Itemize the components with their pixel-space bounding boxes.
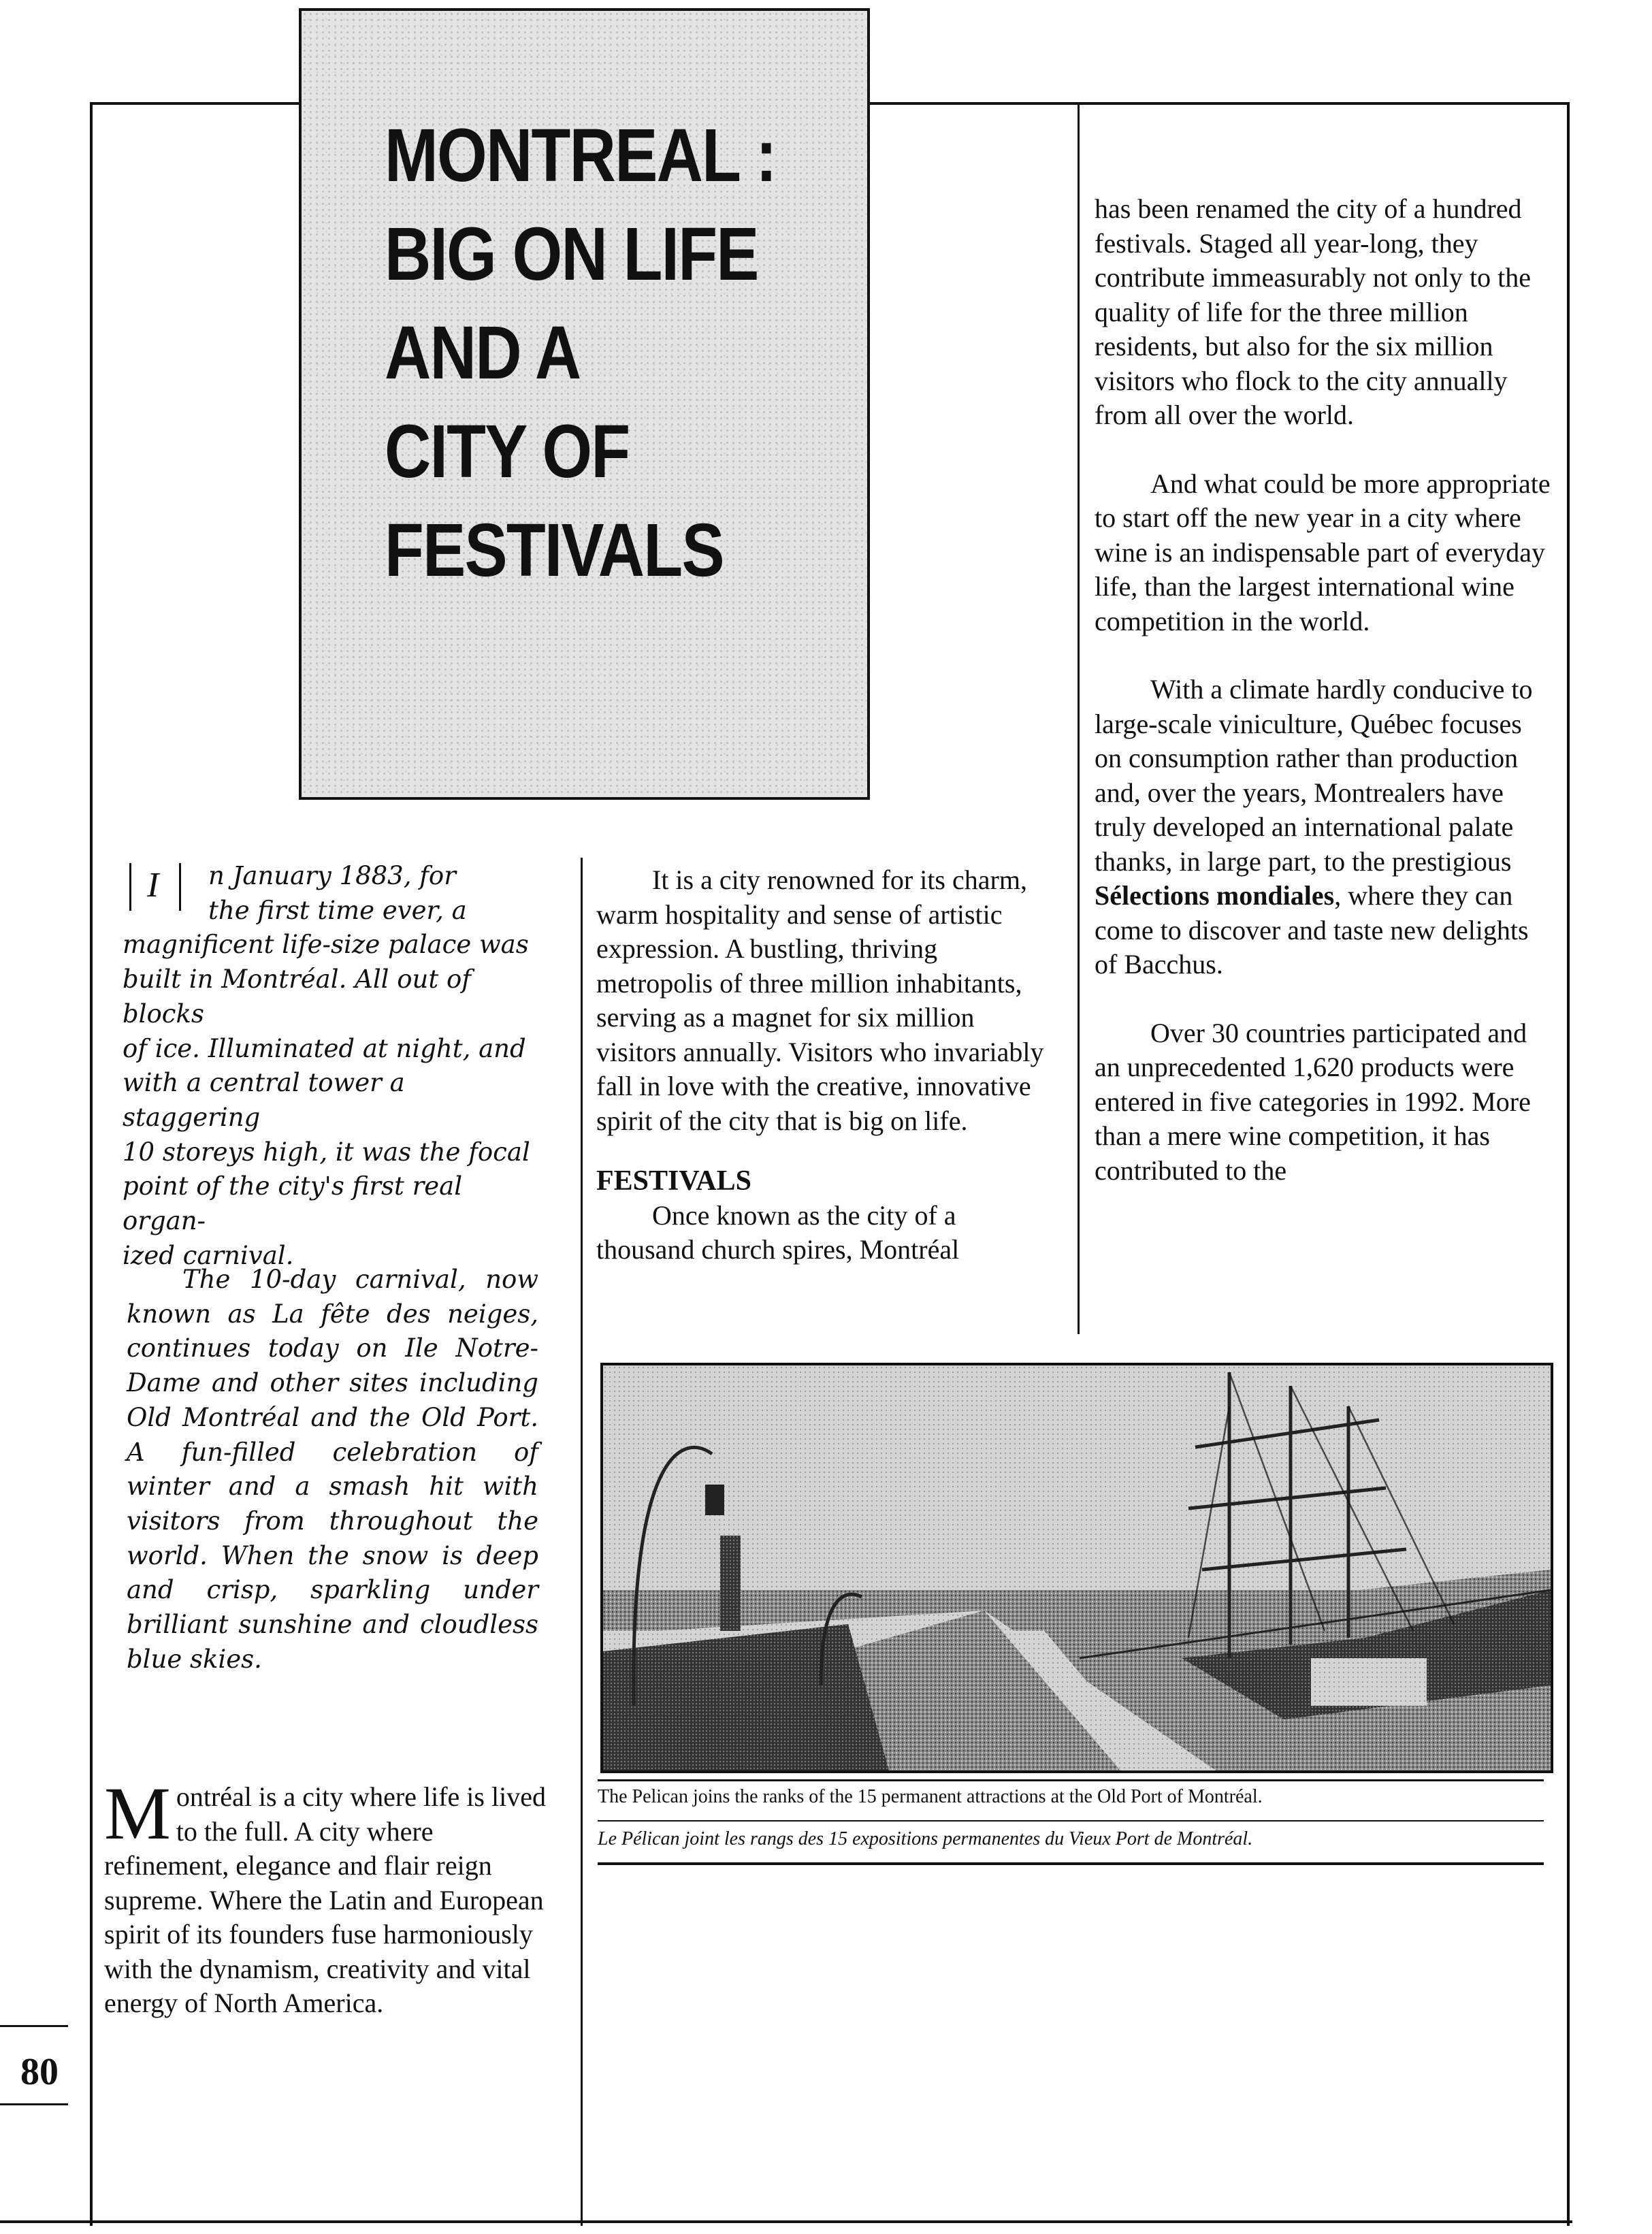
intro-line-4: built in Montréal. All out of blocks bbox=[123, 965, 471, 1029]
column-1-intro bbox=[123, 859, 538, 1273]
pelican-photo bbox=[600, 1363, 1553, 1773]
harbour-scene-image bbox=[603, 1365, 1551, 1770]
intro-line-3: magnificent life-size palace was bbox=[123, 930, 529, 960]
column-2 bbox=[596, 863, 1052, 1267]
climate-text-a: With a climate hardly conducive to large-scale viniculture, Québec focuses on consumption rather than production and, over the years, Montrealers have truly developed an international palate thanks, in large part, to the prestigious bbox=[1095, 674, 1533, 877]
festivals-paragraph: Once known as the city of a thousand church spires, Montréal bbox=[596, 1199, 960, 1265]
wine-paragraph: And what could be more appropriate to start off the new year in a city where wine is an indispensable part of everyday life, than the largest international wine competition in the world. bbox=[1095, 468, 1551, 636]
drop-cap-letter: I bbox=[147, 866, 159, 905]
climate-paragraph bbox=[1095, 673, 1551, 982]
intro-line-5: of ice. Illuminated at night, and bbox=[123, 1033, 526, 1063]
page-number-rule-top bbox=[0, 2025, 68, 2027]
frame-right bbox=[1567, 102, 1570, 2226]
frame-bottom bbox=[0, 2220, 1572, 2223]
intro-line-6: with a central tower a staggering bbox=[123, 1068, 405, 1132]
carnival-paragraph: The 10-day carnival, now known as La fête des neiges, continues today on Ile Notre-Dame and other sites including Old Montréal and the Old Port. A fun-filled celebration of winter and a smash hit with visitors from throughout the world. When the snow is deep and crisp, sparkling under brilliant sunshine and cloudless blue skies. bbox=[127, 1265, 538, 1674]
caption-french: Le Pélican joint les rangs des 15 expositions permanentes du Vieux Port de Montréal. bbox=[598, 1828, 1253, 1849]
column-3 bbox=[1095, 192, 1551, 1188]
intro-line-7: 10 storeys high, it was the focal bbox=[123, 1137, 530, 1167]
title-box bbox=[299, 8, 870, 800]
frame-top-right bbox=[869, 102, 1570, 105]
column-rule-3 bbox=[1078, 102, 1080, 1334]
page-number: 80 bbox=[20, 2051, 59, 2093]
climate-text-b: , where they can come to discover and taste new delights of Bacchus. bbox=[1095, 880, 1529, 980]
intro-line-8: point of the city's first real organ- bbox=[123, 1171, 463, 1236]
caption-rule-top bbox=[598, 1779, 1544, 1781]
intro-line-9: ized carnival. bbox=[123, 1240, 294, 1270]
montreal-paragraph: ontréal is a city where life is lived to the full. A city where refinement, elegance and flair reign supreme. Where the Latin and European spirit of its founders fuse harmoniously with the dynamism, creativity and vital energy of North America. bbox=[104, 1781, 546, 2018]
countries-paragraph: Over 30 countries participated and an unprecedented 1,620 products were entered in five categories in 1992. More than a mere wine competition, it has contributed to the bbox=[1095, 1017, 1531, 1186]
page-number-rule-bottom bbox=[0, 2103, 68, 2105]
caption-rule-bottom bbox=[598, 1862, 1544, 1865]
column-rule-2 bbox=[581, 858, 583, 2226]
festivals-continued: has been renamed the city of a hundred festivals. Staged all year-long, they contribute immeasurably not only to the quality of life for the three million residents, but also for the six million visitors who flock to the city annually from all over the world. bbox=[1095, 193, 1531, 430]
drop-cap-m: M bbox=[104, 1772, 171, 1855]
frame-left bbox=[90, 102, 93, 2226]
caption-rule-middle bbox=[598, 1820, 1544, 1822]
selections-mondiales: Sélections mondiales bbox=[1095, 880, 1335, 911]
intro-line-2: the first time ever, a bbox=[208, 895, 467, 925]
city-paragraph: It is a city renowned for its charm, warm hospitality and sense of artistic expression. A bustling, thriving metropolis of three million inhabitants, serving as a magnet for six million visitors annually. Visitors who invariably fall in love with the creative, innovative spirit of the city that is big on life. bbox=[596, 864, 1044, 1136]
caption-english: The Pelican joins the ranks of the 15 permanent attractions at the Old Port of Montréal. bbox=[598, 1786, 1263, 1807]
festivals-heading: FESTIVALS bbox=[596, 1165, 752, 1197]
drop-cap-i bbox=[123, 859, 197, 919]
column-1-para-2 bbox=[127, 1263, 538, 1677]
intro-line-1: n January 1883, for bbox=[208, 861, 456, 890]
column-1-para-3 bbox=[104, 1772, 547, 2021]
page-title: MONTREAL : BIG ON LIFE AND A CITY OF FESTIVALS bbox=[385, 114, 776, 592]
frame-top-left bbox=[90, 102, 300, 105]
